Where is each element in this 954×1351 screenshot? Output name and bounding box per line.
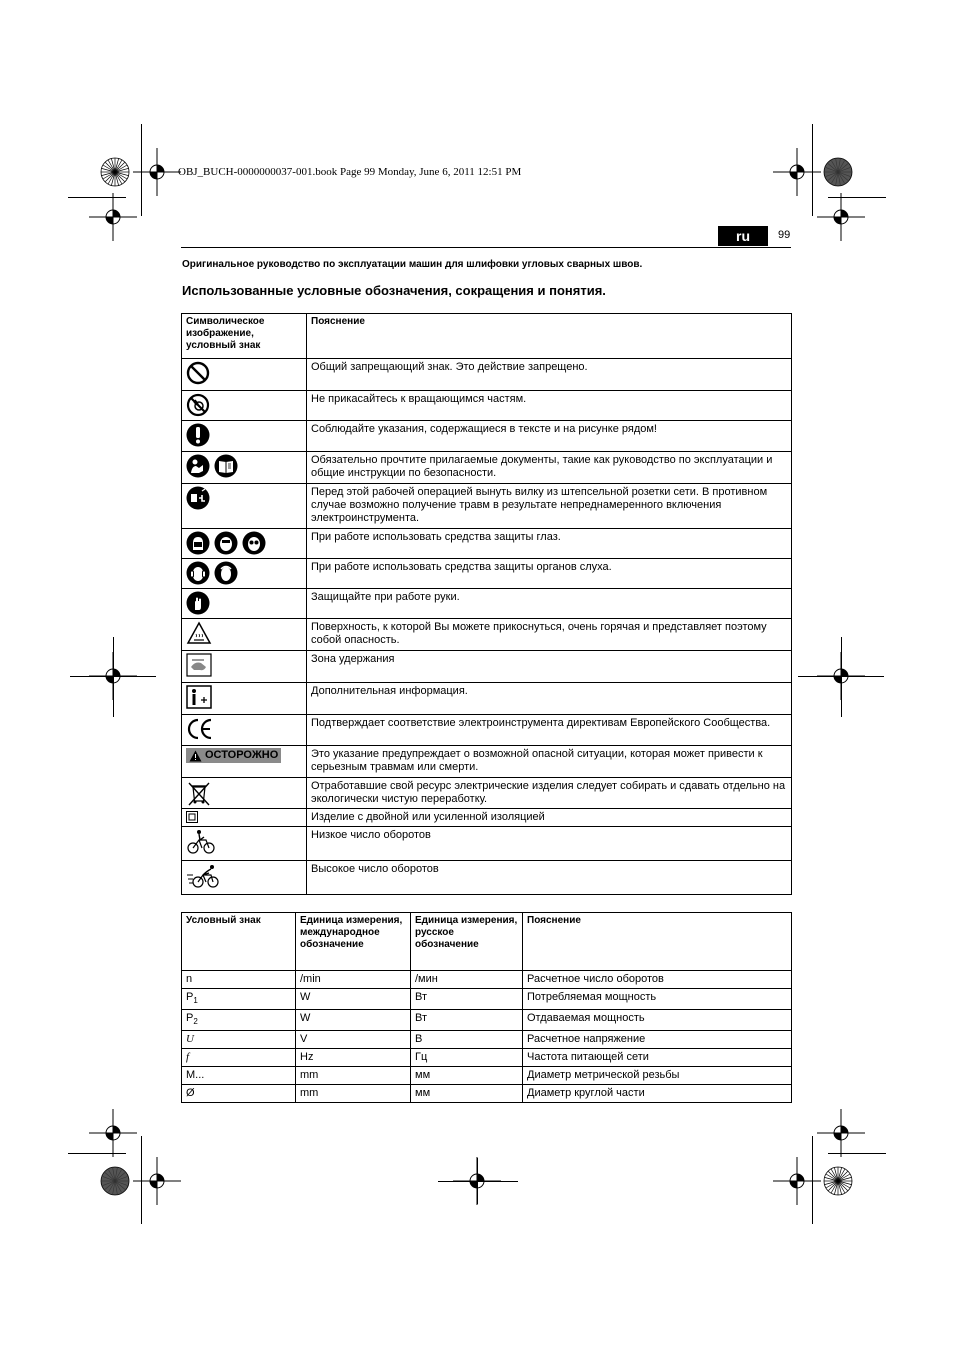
ru-unit-cell: Вт [411, 989, 523, 1010]
sign-cell [182, 989, 296, 1010]
column-header-symbol: Символическое изображение, условный знак [182, 314, 307, 359]
explanation-cell: Изделие с двойной или усиленной изоляцией [307, 809, 792, 827]
column-header-intl-unit: Единица измерения, международное обозначение [296, 913, 411, 971]
symbol-cell [182, 715, 307, 746]
grip-zone-icon [186, 653, 212, 677]
symbol-cell [182, 452, 307, 484]
symbol-cell [182, 809, 307, 827]
explanation-cell: Диаметр круглой части [523, 1085, 792, 1103]
ear-protection-icon [186, 561, 210, 585]
column-header-sign: Условный знак [182, 913, 296, 971]
prohibition-icon [186, 361, 210, 385]
sign-symbol: P [186, 1012, 194, 1025]
symbol-row [182, 359, 792, 391]
symbol-row [182, 559, 792, 589]
explanation-cell: Общий запрещающий знак. Это действие запрещено. [307, 359, 792, 391]
color-target-icon [100, 1166, 130, 1196]
symbol-cell [182, 391, 307, 421]
double-insulation-icon [186, 811, 198, 823]
ru-unit-cell: мм [411, 1067, 523, 1085]
column-header-explanation: Пояснение [523, 913, 792, 971]
symbol-cell [182, 778, 307, 809]
sign-cell [182, 1031, 296, 1049]
sign-subscript: 1 [193, 996, 198, 1006]
symbol-cell [182, 683, 307, 715]
intl-unit-cell: Hz [296, 1049, 411, 1067]
crop-line [438, 1181, 518, 1182]
explanation-cell: При работе использовать средства защиты органов слуха. [307, 559, 792, 589]
symbol-row [182, 827, 792, 861]
symbol-cell [182, 559, 307, 589]
explanation-cell: Расчетное напряжение [523, 1031, 792, 1049]
symbol-cell [182, 529, 307, 559]
symbol-row [182, 529, 792, 559]
explanation-cell: Отработавшие свой ресурс электрические изделия следует собирать и сдавать отдельно на экологически чистую переработку. [307, 778, 792, 809]
symbol-cell [182, 619, 307, 651]
sign-symbol: M... [186, 1069, 205, 1082]
symbol-row [182, 651, 792, 683]
high-speed-bicycle-icon [186, 863, 220, 889]
explanation-cell: Высокое число оборотов [307, 861, 792, 895]
unit-row [182, 1010, 792, 1031]
crop-line [477, 1158, 478, 1204]
registration-mark-icon [133, 1157, 181, 1205]
explanation-cell: Отдаваемая мощность [523, 1010, 792, 1031]
symbol-cell [182, 651, 307, 683]
hot-surface-icon [186, 621, 212, 645]
exclamation-icon [186, 423, 210, 447]
color-target-icon [100, 157, 130, 187]
intl-unit-cell: W [296, 1010, 411, 1031]
symbol-cell [182, 359, 307, 391]
unit-row [182, 1031, 792, 1049]
crop-line [113, 637, 114, 717]
registration-mark-icon [817, 193, 865, 241]
explanation-cell: Соблюдайте указания, содержащиеся в тексте и на рисунке рядом! [307, 421, 792, 452]
unit-row [182, 971, 792, 989]
sign-cell [182, 1049, 296, 1067]
book-info: OBJ_BUCH-0000000037-001.book Page 99 Monday, June 6, 2011 12:51 PM [178, 166, 522, 178]
explanation-cell: Это указание предупреждает о возможной опасной ситуации, которая может привести к серьезным травмам или смерти. [307, 746, 792, 778]
intl-unit-cell: mm [296, 1085, 411, 1103]
warning-triangle-icon [189, 750, 202, 762]
crop-line [841, 637, 842, 717]
registration-mark-icon [89, 193, 137, 241]
sign-cell [182, 971, 296, 989]
unplug-icon [186, 486, 210, 510]
intl-unit-cell: /min [296, 971, 411, 989]
unit-row [182, 989, 792, 1010]
column-header-explanation: Пояснение [307, 314, 792, 359]
symbol-cell [182, 827, 307, 861]
read-manual-person-icon [186, 454, 210, 478]
language-badge: ru [718, 226, 768, 246]
symbol-cell [182, 484, 307, 529]
symbols-table [181, 313, 792, 895]
unit-row [182, 1085, 792, 1103]
ru-unit-cell: Вт [411, 1010, 523, 1031]
manual-book-icon [214, 454, 238, 478]
symbol-row [182, 484, 792, 529]
registration-mark-icon [817, 1109, 865, 1157]
intl-unit-cell: V [296, 1031, 411, 1049]
section-heading: Использованные условные обозначения, сокращения и понятия. [182, 283, 606, 298]
symbol-row [182, 809, 792, 827]
color-target-icon [823, 157, 853, 187]
sign-symbol: f [186, 1051, 190, 1064]
sign-subscript: 2 [193, 1017, 198, 1027]
explanation-cell: Расчетное число оборотов [523, 971, 792, 989]
info-icon [186, 685, 212, 709]
ru-unit-cell: В [411, 1031, 523, 1049]
weee-bin-icon [186, 780, 212, 806]
symbol-row [182, 778, 792, 809]
explanation-cell: Дополнительная информация. [307, 683, 792, 715]
symbol-row [182, 452, 792, 484]
sign-symbol: U [186, 1033, 194, 1046]
header-rule [181, 247, 791, 248]
page-number: 99 [778, 229, 791, 241]
sign-symbol: P [186, 991, 194, 1003]
registration-mark-icon [133, 148, 181, 196]
ru-unit-cell: мм [411, 1085, 523, 1103]
ru-unit-cell: Гц [411, 1049, 523, 1067]
intl-unit-cell: W [296, 989, 411, 1010]
unit-row [182, 1067, 792, 1085]
face-shield-icon [186, 531, 210, 555]
explanation-cell: Не прикасайтесь к вращающимся частям. [307, 391, 792, 421]
color-target-icon [823, 1166, 853, 1196]
explanation-cell: Перед этой рабочей операцией вынуть вилку из штепсельной розетки сети. В противном случае возможно получение травм в результате непреднамеренного включения электроинструмента. [307, 484, 792, 529]
explanation-cell: Диаметр метрической резьбы [523, 1067, 792, 1085]
safety-goggles-icon [242, 531, 266, 555]
registration-mark-icon [773, 148, 821, 196]
explanation-cell: Поверхность, к которой Вы можете прикоснуться, очень горячая и представляет поэтому собой опасность. [307, 619, 792, 651]
symbol-row [182, 683, 792, 715]
protective-gloves-icon [186, 591, 210, 615]
sign-cell [182, 1085, 296, 1103]
symbol-cell [182, 589, 307, 619]
ru-unit-cell: /мин [411, 971, 523, 989]
symbol-cell [182, 746, 307, 778]
explanation-cell: При работе использовать средства защиты глаз. [307, 529, 792, 559]
symbol-row [182, 746, 792, 778]
symbol-cell [182, 421, 307, 452]
explanation-cell: Обязательно прочтите прилагаемые документы, такие как руководство по эксплуатации и общие инструкции по безопасности. [307, 452, 792, 484]
explanation-cell: Низкое число оборотов [307, 827, 792, 861]
explanation-cell: Частота питающей сети [523, 1049, 792, 1067]
registration-mark-icon [89, 1109, 137, 1157]
unit-row [182, 1049, 792, 1067]
symbol-cell [182, 861, 307, 895]
symbol-row [182, 861, 792, 895]
caution-label [186, 748, 281, 763]
symbol-row [182, 391, 792, 421]
document-subtitle: Оригинальное руководство по эксплуатации машин для шлифовки угловых сварных швов. [182, 259, 643, 270]
do-not-touch-rotating-parts-icon [186, 393, 210, 417]
low-speed-bicycle-icon [186, 829, 216, 855]
ce-mark-icon [186, 717, 214, 741]
explanation-cell: Зона удержания [307, 651, 792, 683]
explanation-cell: Подтверждает соответствие электроинструмента директивам Европейского Сообщества. [307, 715, 792, 746]
sign-symbol: Ø [186, 1087, 195, 1100]
column-header-ru-unit: Единица измерения, русское обозначение [411, 913, 523, 971]
ear-muffs-icon [214, 561, 238, 585]
symbol-row [182, 589, 792, 619]
sign-cell [182, 1010, 296, 1031]
symbol-row [182, 715, 792, 746]
units-table [181, 912, 792, 1103]
explanation-cell: Защищайте при работе руки. [307, 589, 792, 619]
intl-unit-cell: mm [296, 1067, 411, 1085]
symbol-row [182, 619, 792, 651]
sign-symbol: n [186, 973, 193, 985]
explanation-cell: Потребляемая мощность [523, 989, 792, 1010]
sign-cell [182, 1067, 296, 1085]
safety-mask-icon [214, 531, 238, 555]
registration-mark-icon [773, 1157, 821, 1205]
caution-label-text: ОСТОРОЖНО [205, 749, 279, 761]
symbol-row [182, 421, 792, 452]
